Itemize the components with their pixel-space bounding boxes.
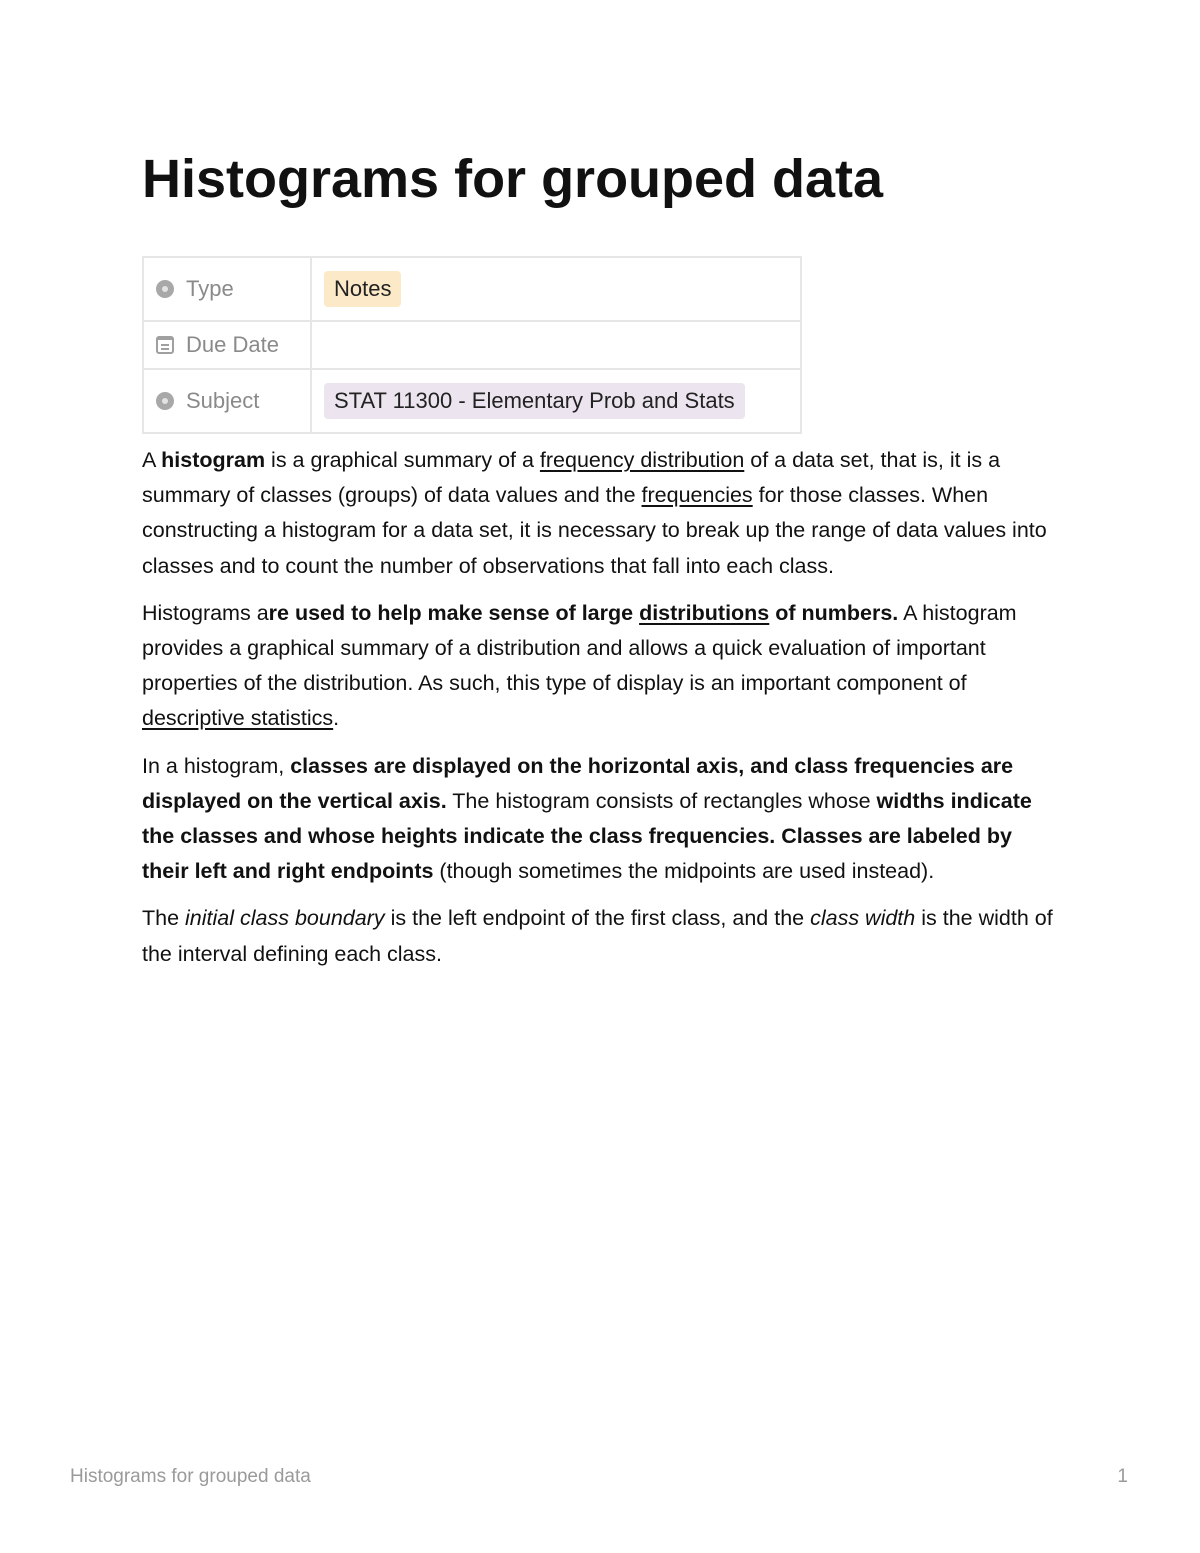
text-run: A bbox=[142, 448, 162, 472]
property-value-type[interactable] bbox=[311, 257, 801, 321]
link-frequencies[interactable]: frequencies bbox=[641, 483, 753, 508]
property-row-due-date bbox=[143, 321, 801, 369]
subject-tag[interactable]: STAT 11300 - Elementary Prob and Stats bbox=[324, 383, 745, 419]
text-run: is a graphical summary of a bbox=[265, 448, 540, 472]
property-label-due-date: Due Date bbox=[186, 332, 279, 357]
text-run: In a histogram, bbox=[142, 753, 291, 778]
property-key bbox=[143, 257, 311, 321]
property-label-type: Type bbox=[186, 276, 234, 301]
link-descriptive-statistics[interactable]: descriptive statistics bbox=[142, 706, 334, 731]
select-property-icon bbox=[156, 392, 174, 410]
page-title: Histograms for grouped data bbox=[142, 149, 884, 209]
text-run: for those classes. When constructing a histogram for a data set, it is necessary to break up the range of data values into classes and to count the number of observations that fall into each class. bbox=[142, 483, 1047, 578]
footer-page-number: 1 bbox=[1117, 1466, 1128, 1487]
paragraph-1 bbox=[142, 443, 1062, 584]
text-run: of a data set, that is, it is a summary of classes (groups) of data values and the bbox=[142, 448, 1001, 508]
paragraph-3 bbox=[142, 749, 1062, 890]
paragraph-2 bbox=[142, 596, 1062, 737]
select-property-icon bbox=[156, 280, 174, 298]
text-run: The histogram consists of rectangles whose bbox=[446, 788, 877, 813]
text-run: Histograms a bbox=[142, 600, 269, 625]
link-frequency-distribution[interactable]: frequency distribution bbox=[539, 448, 745, 472]
property-row-subject bbox=[143, 369, 801, 433]
text-run: is the left endpoint of the first class, and the bbox=[384, 906, 811, 931]
bold-text: widths indicate the classes and whose heights indicate the class frequencies. Classes are labeled by their left and right endpoints bbox=[142, 788, 1032, 884]
bold-term: histogram bbox=[161, 448, 266, 472]
property-key bbox=[143, 321, 311, 369]
text-run: . bbox=[333, 706, 340, 731]
calendar-icon bbox=[156, 336, 174, 354]
property-row-type bbox=[143, 257, 801, 321]
text-run: A histogram provides a graphical summary of a distribution and allows a quick evaluation of important properties of the distribution. As such, this type of display is an important component of bbox=[142, 600, 1017, 696]
italic-term: class width bbox=[810, 906, 916, 931]
paragraph-4 bbox=[142, 901, 1062, 971]
text-run: (though sometimes the midpoints are used instead). bbox=[433, 859, 935, 884]
properties-table bbox=[142, 256, 802, 434]
bold-text: classes are displayed on the horizontal axis, and class frequencies are displayed on the vertical axis. bbox=[142, 753, 1014, 813]
bold-text: of numbers. bbox=[769, 600, 899, 625]
italic-term: initial class boundary bbox=[185, 906, 385, 931]
property-label-subject: Subject bbox=[186, 388, 260, 413]
link-distributions[interactable]: distributions bbox=[639, 600, 770, 625]
bold-text: re used to help make sense of large bbox=[268, 600, 640, 625]
property-value-due-date[interactable] bbox=[311, 321, 801, 369]
text-run: is the width of the interval defining each class. bbox=[142, 906, 1053, 966]
note-body bbox=[142, 443, 1062, 984]
footer-doc-title: Histograms for grouped data bbox=[70, 1466, 311, 1487]
property-value-subject[interactable] bbox=[311, 369, 801, 433]
type-tag[interactable]: Notes bbox=[324, 271, 401, 307]
property-key bbox=[143, 369, 311, 433]
text-run: The bbox=[142, 906, 186, 931]
